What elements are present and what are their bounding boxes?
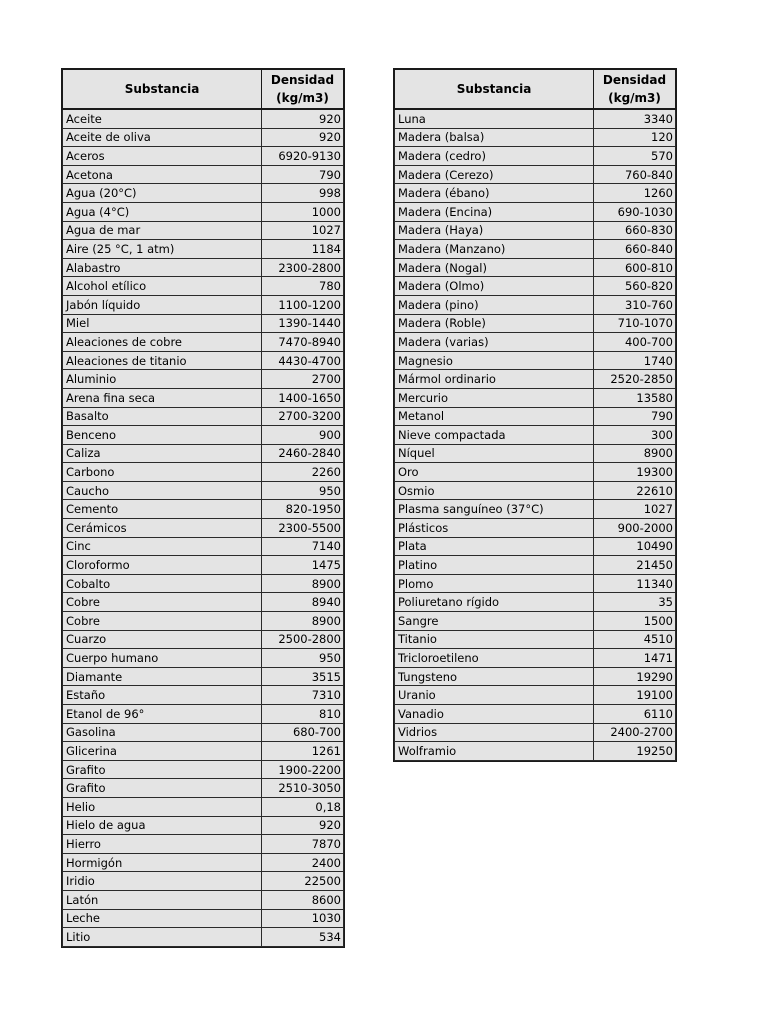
- density-cell: 1000: [262, 202, 344, 221]
- table-row: [395, 240, 676, 259]
- table-row: [63, 388, 344, 407]
- table-row: [395, 667, 676, 686]
- table-row: [395, 333, 676, 352]
- table-row: [63, 258, 344, 277]
- density-cell: 2700-3200: [262, 407, 344, 426]
- density-cell: 1500: [594, 612, 676, 631]
- density-header-line1: Densidad: [602, 73, 667, 87]
- table-row: [63, 723, 344, 742]
- table-body-left: [63, 109, 344, 946]
- table-row: [63, 519, 344, 538]
- table-row: [63, 853, 344, 872]
- substance-cell: Agua (4°C): [63, 202, 262, 221]
- density-cell: 8940: [262, 593, 344, 612]
- table-row: [63, 686, 344, 705]
- substance-cell: Oro: [395, 463, 594, 482]
- substance-cell: Glicerina: [63, 742, 262, 761]
- substance-cell: Vanadio: [395, 705, 594, 724]
- header-row: [395, 70, 676, 110]
- density-cell: 22500: [262, 872, 344, 891]
- substance-cell: Mercurio: [395, 388, 594, 407]
- substance-cell: Aceite de oliva: [63, 128, 262, 147]
- substance-cell: Cuerpo humano: [63, 649, 262, 668]
- table-row: [63, 890, 344, 909]
- substance-cell: Poliuretano rígido: [395, 593, 594, 612]
- substance-header: [63, 70, 262, 110]
- density-cell: 1475: [262, 556, 344, 575]
- substance-cell: Madera (Cerezo): [395, 165, 594, 184]
- substance-cell: Osmio: [395, 481, 594, 500]
- substance-cell: Titanio: [395, 630, 594, 649]
- density-cell: 1100-1200: [262, 295, 344, 314]
- substance-cell: Etanol de 96°: [63, 705, 262, 724]
- table-row: [63, 797, 344, 816]
- density-cell: 950: [262, 649, 344, 668]
- substance-cell: Arena fina seca: [63, 388, 262, 407]
- density-cell: 760-840: [594, 165, 676, 184]
- table-row: [63, 556, 344, 575]
- density-cell: 19100: [594, 686, 676, 705]
- substance-cell: Madera (Manzano): [395, 240, 594, 259]
- table-row: [395, 258, 676, 277]
- density-cell: 35: [594, 593, 676, 612]
- table-row: [63, 909, 344, 928]
- density-cell: 3515: [262, 667, 344, 686]
- substance-cell: Madera (cedro): [395, 147, 594, 166]
- table-row: [395, 370, 676, 389]
- density-cell: 400-700: [594, 333, 676, 352]
- substance-cell: Jabón líquido: [63, 295, 262, 314]
- density-cell: 2300-5500: [262, 519, 344, 538]
- table-row: [63, 835, 344, 854]
- substance-cell: Aleaciones de cobre: [63, 333, 262, 352]
- density-cell: 820-1950: [262, 500, 344, 519]
- substance-cell: Gasolina: [63, 723, 262, 742]
- table-row: [395, 165, 676, 184]
- table-row: [395, 649, 676, 668]
- density-cell: 300: [594, 426, 676, 445]
- substance-cell: Basalto: [63, 407, 262, 426]
- substance-cell: Cobalto: [63, 574, 262, 593]
- density-cell: 7470-8940: [262, 333, 344, 352]
- density-header-line2: (kg/m3): [608, 91, 661, 105]
- substance-cell: Agua (20°C): [63, 184, 262, 203]
- table-row: [395, 630, 676, 649]
- substance-cell: Mármol ordinario: [395, 370, 594, 389]
- table-row: [63, 184, 344, 203]
- substance-cell: Luna: [395, 109, 594, 128]
- substance-cell: Tricloroetileno: [395, 649, 594, 668]
- table-row: [63, 444, 344, 463]
- table-row: [63, 370, 344, 389]
- substance-cell: Benceno: [63, 426, 262, 445]
- density-cell: 2700: [262, 370, 344, 389]
- substance-cell: Cloroformo: [63, 556, 262, 575]
- table-row: [63, 221, 344, 240]
- substance-cell: Aluminio: [63, 370, 262, 389]
- density-cell: 4430-4700: [262, 351, 344, 370]
- table-row: [395, 388, 676, 407]
- density-cell: 1184: [262, 240, 344, 259]
- table-row: [63, 407, 344, 426]
- table-row: [63, 109, 344, 128]
- density-cell: 8900: [594, 444, 676, 463]
- substance-cell: Plomo: [395, 574, 594, 593]
- table-row: [63, 760, 344, 779]
- substance-cell: Plata: [395, 537, 594, 556]
- substance-cell: Cobre: [63, 593, 262, 612]
- substance-cell: Miel: [63, 314, 262, 333]
- density-cell: 19250: [594, 742, 676, 761]
- substance-cell: Hielo de agua: [63, 816, 262, 835]
- substance-cell: Madera (pino): [395, 295, 594, 314]
- substance-cell: Aceite: [63, 109, 262, 128]
- density-cell: 690-1030: [594, 202, 676, 221]
- table-row: [63, 667, 344, 686]
- table-row: [63, 128, 344, 147]
- table-row: [395, 481, 676, 500]
- table-row: [395, 109, 676, 128]
- substance-cell: Alcohol etílico: [63, 277, 262, 296]
- substance-cell: Estaño: [63, 686, 262, 705]
- substance-cell: Uranio: [395, 686, 594, 705]
- density-cell: 920: [262, 128, 344, 147]
- substance-cell: Madera (Olmo): [395, 277, 594, 296]
- table-row: [63, 333, 344, 352]
- table-row: [63, 872, 344, 891]
- substance-cell: Madera (Encina): [395, 202, 594, 221]
- table-row: [63, 537, 344, 556]
- substance-cell: Madera (ébano): [395, 184, 594, 203]
- density-cell: 1027: [594, 500, 676, 519]
- density-cell: 780: [262, 277, 344, 296]
- table-row: [395, 128, 676, 147]
- substance-cell: Aceros: [63, 147, 262, 166]
- substance-cell: Grafito: [63, 779, 262, 798]
- substance-cell: Helio: [63, 797, 262, 816]
- table-row: [395, 314, 676, 333]
- density-cell: 6110: [594, 705, 676, 724]
- substance-cell: Caucho: [63, 481, 262, 500]
- density-cell: 920: [262, 109, 344, 128]
- density-cell: 600-810: [594, 258, 676, 277]
- substance-cell: Aleaciones de titanio: [63, 351, 262, 370]
- density-cell: 7870: [262, 835, 344, 854]
- density-cell: 11340: [594, 574, 676, 593]
- table-row: [395, 537, 676, 556]
- substance-cell: Iridio: [63, 872, 262, 891]
- table-row: [395, 426, 676, 445]
- table-row: [395, 705, 676, 724]
- density-cell: 560-820: [594, 277, 676, 296]
- substance-cell: Madera (balsa): [395, 128, 594, 147]
- density-cell: 4510: [594, 630, 676, 649]
- density-cell: 2400-2700: [594, 723, 676, 742]
- substance-cell: Wolframio: [395, 742, 594, 761]
- substance-cell: Agua de mar: [63, 221, 262, 240]
- table-row: [63, 314, 344, 333]
- table-header: [395, 70, 676, 110]
- substance-cell: Nieve compactada: [395, 426, 594, 445]
- table-row: [395, 295, 676, 314]
- density-table-left: [62, 69, 344, 947]
- table-row: [63, 630, 344, 649]
- substance-cell: Madera (Nogal): [395, 258, 594, 277]
- density-cell: 920: [262, 816, 344, 835]
- table-row: [63, 147, 344, 166]
- density-cell: 19300: [594, 463, 676, 482]
- density-cell: 790: [594, 407, 676, 426]
- density-cell: 2500-2800: [262, 630, 344, 649]
- density-cell: 0,18: [262, 797, 344, 816]
- substance-cell: Caliza: [63, 444, 262, 463]
- table-row: [63, 649, 344, 668]
- table-row: [63, 481, 344, 500]
- table-row: [395, 593, 676, 612]
- density-cell: 950: [262, 481, 344, 500]
- table-row: [395, 463, 676, 482]
- density-cell: 1390-1440: [262, 314, 344, 333]
- density-cell: 7140: [262, 537, 344, 556]
- density-cell: 13580: [594, 388, 676, 407]
- substance-cell: Latón: [63, 890, 262, 909]
- density-cell: 534: [262, 928, 344, 947]
- density-cell: 1400-1650: [262, 388, 344, 407]
- table-row: [63, 165, 344, 184]
- density-cell: 810: [262, 705, 344, 724]
- density-cell: 1900-2200: [262, 760, 344, 779]
- table-row: [395, 221, 676, 240]
- table-row: [63, 277, 344, 296]
- substance-cell: Cuarzo: [63, 630, 262, 649]
- density-cell: 2260: [262, 463, 344, 482]
- substance-cell: Platino: [395, 556, 594, 575]
- table-row: [395, 202, 676, 221]
- table-row: [63, 240, 344, 259]
- substance-header-label: Substancia: [124, 82, 200, 96]
- table-row: [63, 928, 344, 947]
- density-cell: 660-840: [594, 240, 676, 259]
- substance-cell: Alabastro: [63, 258, 262, 277]
- density-cell: 1027: [262, 221, 344, 240]
- substance-cell: Níquel: [395, 444, 594, 463]
- table-row: [63, 426, 344, 445]
- substance-cell: Magnesio: [395, 351, 594, 370]
- substance-cell: Cinc: [63, 537, 262, 556]
- substance-cell: Hormigón: [63, 853, 262, 872]
- density-cell: 6920-9130: [262, 147, 344, 166]
- table-row: [395, 500, 676, 519]
- density-cell: 7310: [262, 686, 344, 705]
- density-cell: 1261: [262, 742, 344, 761]
- density-header-line2: (kg/m3): [276, 91, 329, 105]
- substance-cell: Vidrios: [395, 723, 594, 742]
- density-cell: 22610: [594, 481, 676, 500]
- table-row: [395, 277, 676, 296]
- substance-cell: Madera (Haya): [395, 221, 594, 240]
- substance-cell: Madera (varias): [395, 333, 594, 352]
- density-cell: 710-1070: [594, 314, 676, 333]
- density-cell: 900: [262, 426, 344, 445]
- substance-cell: Plasma sanguíneo (37°C): [395, 500, 594, 519]
- density-cell: 8900: [262, 574, 344, 593]
- table-row: [63, 202, 344, 221]
- substance-cell: Leche: [63, 909, 262, 928]
- substance-cell: Litio: [63, 928, 262, 947]
- substance-cell: Diamante: [63, 667, 262, 686]
- substance-cell: Cobre: [63, 612, 262, 631]
- density-cell: 790: [262, 165, 344, 184]
- density-cell: 120: [594, 128, 676, 147]
- substance-cell: Hierro: [63, 835, 262, 854]
- density-table-right: [394, 69, 676, 761]
- substance-cell: Carbono: [63, 463, 262, 482]
- density-cell: 1471: [594, 649, 676, 668]
- density-cell: 998: [262, 184, 344, 203]
- substance-cell: Grafito: [63, 760, 262, 779]
- table-row: [395, 184, 676, 203]
- table-row: [395, 556, 676, 575]
- substance-cell: Plásticos: [395, 519, 594, 538]
- density-cell: 900-2000: [594, 519, 676, 538]
- substance-cell: Tungsteno: [395, 667, 594, 686]
- density-cell: 10490: [594, 537, 676, 556]
- density-cell: 8900: [262, 612, 344, 631]
- table-row: [63, 779, 344, 798]
- density-cell: 2520-2850: [594, 370, 676, 389]
- table-row: [395, 723, 676, 742]
- density-cell: 1740: [594, 351, 676, 370]
- substance-cell: Cerámicos: [63, 519, 262, 538]
- table-row: [63, 463, 344, 482]
- substance-header-label: Substancia: [456, 82, 532, 96]
- table-row: [395, 742, 676, 761]
- density-cell: 660-830: [594, 221, 676, 240]
- table-row: [395, 407, 676, 426]
- table-row: [63, 574, 344, 593]
- table-row: [63, 705, 344, 724]
- density-header: [594, 70, 676, 110]
- table-row: [395, 147, 676, 166]
- table-body-right: [395, 109, 676, 760]
- density-cell: 19290: [594, 667, 676, 686]
- substance-cell: Acetona: [63, 165, 262, 184]
- table-row: [395, 612, 676, 631]
- density-cell: 2510-3050: [262, 779, 344, 798]
- substance-header: [395, 70, 594, 110]
- density-header: [262, 70, 344, 110]
- density-cell: 2400: [262, 853, 344, 872]
- table-header: [63, 70, 344, 110]
- table-row: [395, 574, 676, 593]
- table-row: [63, 295, 344, 314]
- substance-cell: Madera (Roble): [395, 314, 594, 333]
- table-row: [63, 593, 344, 612]
- table-row: [63, 816, 344, 835]
- density-cell: 8600: [262, 890, 344, 909]
- density-cell: 1030: [262, 909, 344, 928]
- density-cell: 680-700: [262, 723, 344, 742]
- density-cell: 570: [594, 147, 676, 166]
- table-row: [395, 351, 676, 370]
- density-cell: 3340: [594, 109, 676, 128]
- header-row: [63, 70, 344, 110]
- substance-cell: Cemento: [63, 500, 262, 519]
- substance-cell: Metanol: [395, 407, 594, 426]
- table-row: [395, 444, 676, 463]
- density-header-line1: Densidad: [270, 73, 335, 87]
- table-row: [63, 612, 344, 631]
- table-row: [63, 500, 344, 519]
- density-cell: 310-760: [594, 295, 676, 314]
- density-cell: 2460-2840: [262, 444, 344, 463]
- table-row: [395, 519, 676, 538]
- density-cell: 21450: [594, 556, 676, 575]
- table-row: [395, 686, 676, 705]
- substance-cell: Aire (25 °C, 1 atm): [63, 240, 262, 259]
- table-row: [63, 351, 344, 370]
- substance-cell: Sangre: [395, 612, 594, 631]
- density-cell: 2300-2800: [262, 258, 344, 277]
- table-row: [63, 742, 344, 761]
- density-cell: 1260: [594, 184, 676, 203]
